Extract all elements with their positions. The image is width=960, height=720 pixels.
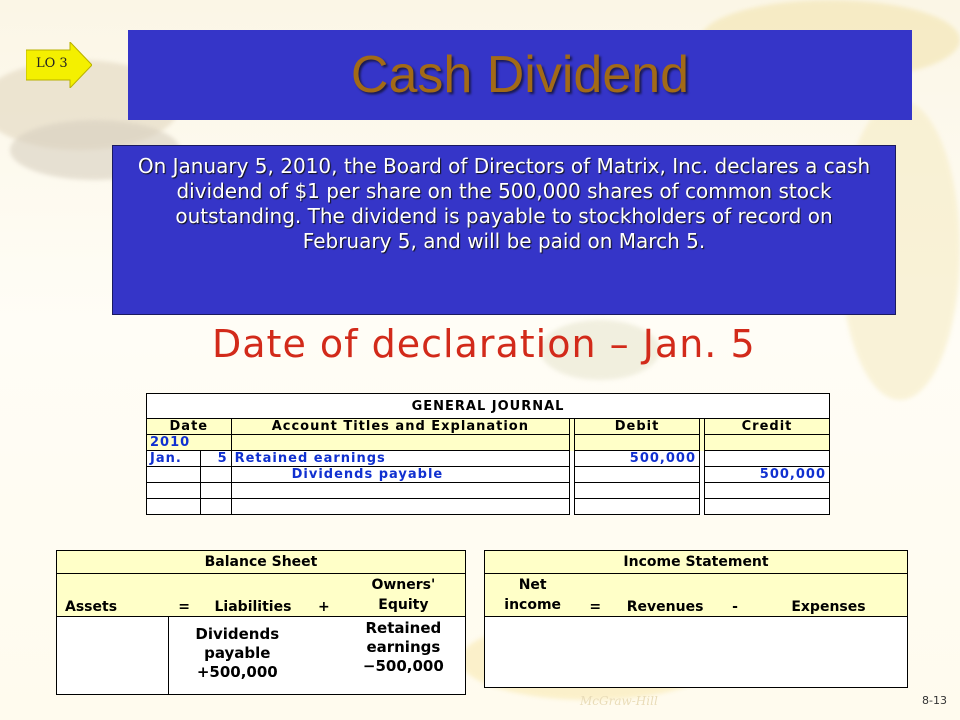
equity-effect-line2: earnings [366, 638, 441, 656]
table-row [147, 451, 830, 467]
journal-header-debit: Debit [575, 419, 700, 435]
table-row [147, 467, 830, 483]
learning-objective-tag [26, 42, 92, 88]
journal-header-credit: Credit [705, 419, 830, 435]
declaration-date: Date of declaration – Jan. 5 [212, 322, 756, 366]
journal-credit: 500,000 [705, 467, 830, 483]
income-statement-equation [484, 550, 908, 688]
journal-day [201, 467, 231, 483]
table-row [147, 435, 830, 451]
balance-sheet-title: Balance Sheet [57, 551, 466, 574]
equity-label: Equity [378, 597, 429, 613]
journal-account: Dividends payable [231, 467, 569, 483]
table-row [147, 483, 830, 499]
table-row [147, 499, 830, 515]
assets-label: Assets [57, 574, 169, 617]
liability-effect-line2: payable [204, 644, 271, 662]
scenario-description: On January 5, 2010, the Board of Directors of Matrix, Inc. declares a cash dividend of $1 per share on the 500,000 shares of common stock outstanding. The dividend is payable to stockholders of record on February 5, and will be paid on March 5. [112, 145, 896, 315]
equity-effect-amount: −500,000 [362, 657, 444, 675]
journal-month: Jan. [147, 451, 201, 467]
equity-effect-line1: Retained [365, 619, 442, 637]
journal-header-account: Account Titles and Explanation [231, 419, 569, 435]
journal-year: 2010 [147, 435, 232, 451]
journal-credit [705, 451, 830, 467]
liability-effect-amount: +500,000 [196, 663, 278, 681]
revenues-label: Revenues [610, 574, 720, 617]
general-journal-table [146, 393, 830, 515]
net-label: Net [518, 577, 547, 593]
owners-label: Owners' [371, 577, 436, 593]
liability-effect-line1: Dividends [195, 625, 280, 643]
expenses-label: Expenses [750, 574, 908, 617]
journal-day: 5 [201, 451, 231, 467]
plus-sign: + [306, 574, 342, 617]
liabilities-label: Liabilities [200, 574, 306, 617]
slide-number: 8-13 [922, 694, 947, 707]
minus-sign: - [720, 574, 750, 617]
journal-account: Retained earnings [231, 451, 569, 467]
equals-sign: = [168, 574, 200, 617]
journal-debit: 500,000 [575, 451, 700, 467]
slide-title: Cash Dividend [350, 46, 690, 104]
equals-sign: = [580, 574, 610, 617]
journal-header-date: Date [147, 419, 232, 435]
journal-debit [575, 467, 700, 483]
balance-sheet-equation [56, 550, 466, 695]
income-statement-title: Income Statement [485, 551, 908, 574]
lo-tag-label: LO 3 [36, 56, 68, 71]
publisher-watermark: McGraw-Hill [580, 694, 658, 708]
income-label: income [504, 597, 562, 613]
journal-title: GENERAL JOURNAL [147, 394, 830, 419]
title-bar [128, 30, 912, 120]
journal-month [147, 467, 201, 483]
